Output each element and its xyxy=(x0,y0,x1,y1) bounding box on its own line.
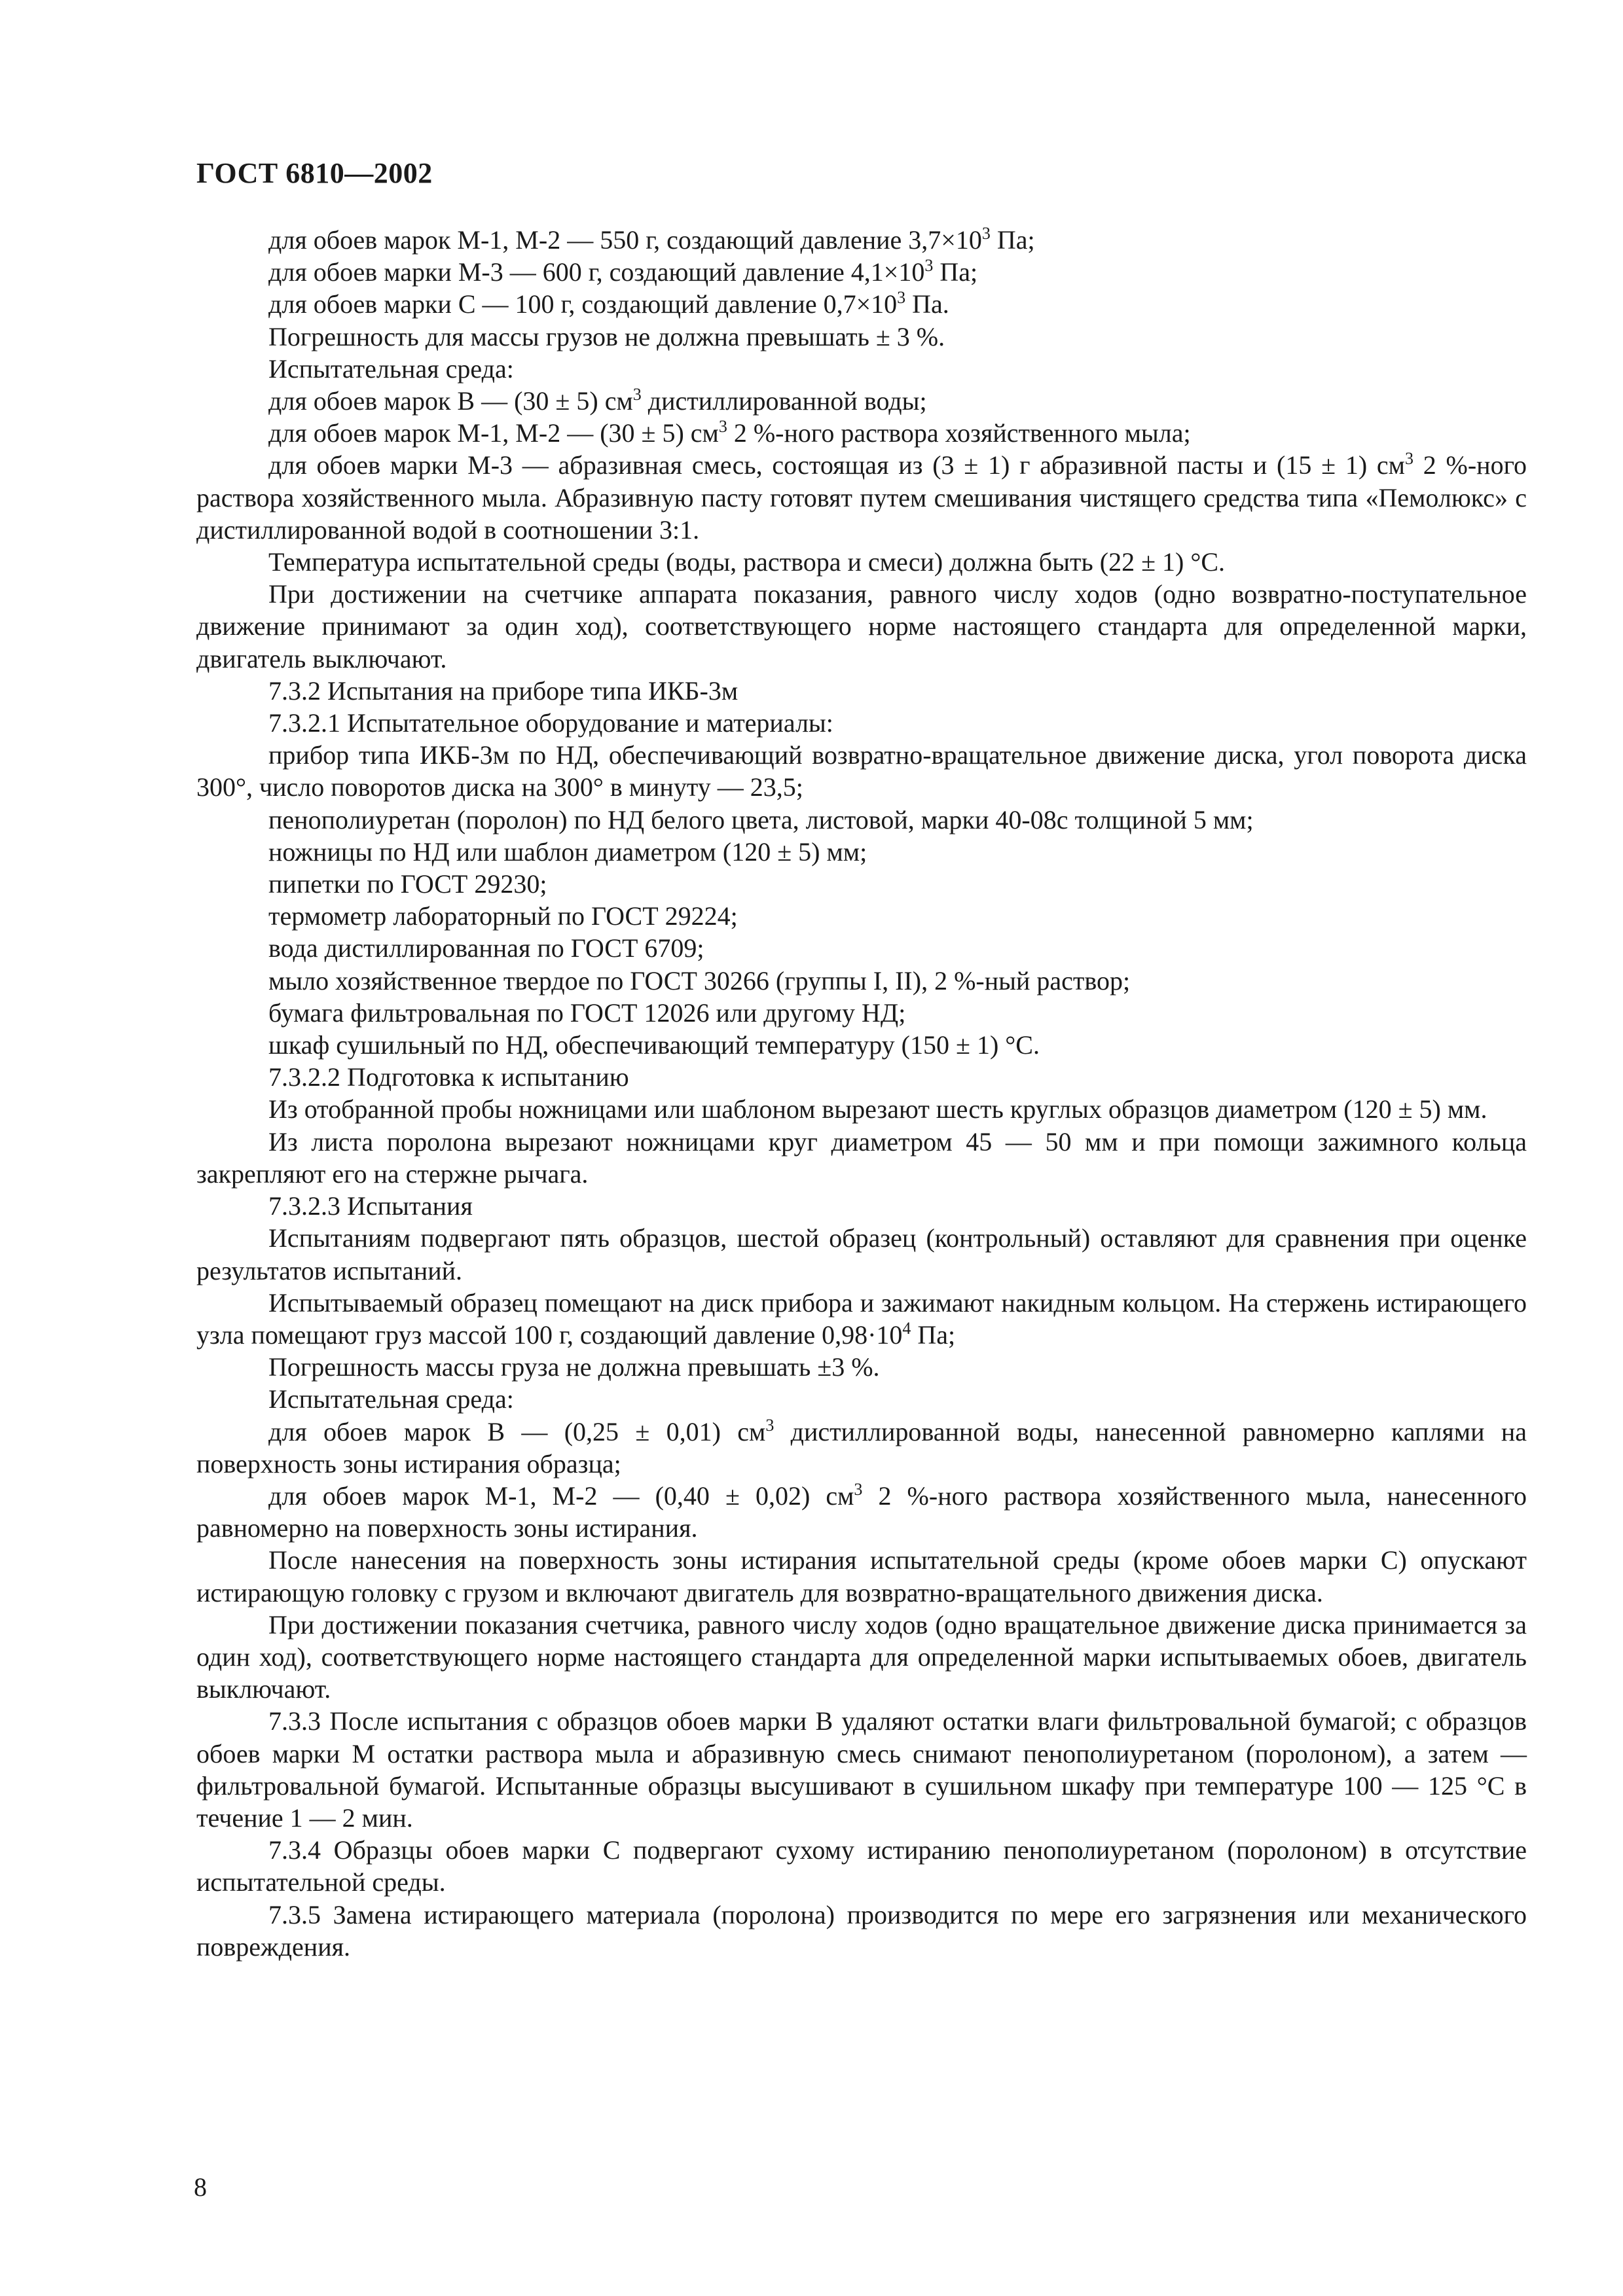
paragraph-load-m1-m2: для обоев марок М-1, М-2 — 550 г, создающий давление $3,7\times 10^3$ Па; xyxy=(268,224,1035,255)
section-7-3-2-heading: 7.3.2 Испытания на приборе типа ИКБ-3м xyxy=(268,675,739,706)
paragraph-sample-mounting: Испытываемый образец помещают на диск прибора и зажимают накидным кольцом. На стержень истирающего узла помещают груз массой 100 г, создающий давление $0,98\cdot 10^4$ Па; xyxy=(196,1287,1527,1350)
paragraph-sample-cutting: Из отобранной пробы ножницами или шаблоном вырезают шесть круглых образцов диаметром (120 ± 5) мм. xyxy=(268,1094,1487,1124)
paragraph-test-medium-heading-2: Испытательная среда: xyxy=(268,1384,514,1414)
equipment-item-oven: шкаф сушильный по НД, обеспечивающий температуру (150 ± 1) °С. xyxy=(268,1030,1040,1060)
equipment-item-device: прибор типа ИКБ-3м по НД, обеспечивающий возвратно-вращательное движение диска, угол поворота диска 300°, число поворотов диска на 300° в минуту — 23,5; xyxy=(196,740,1527,802)
section-7-3-3: 7.3.3 После испытания с образцов обоев марки В удаляют остатки влаги фильтровальной бумагой; с образцов обоев марки М остатки раствора мыла и абразивную смесь снимают пенополиуретаном (поролоном), а затем — фильтровальной бумагой. Испытанные образцы высушивают в сушильном шкафу при температуре 100 — 125 °С в течение 1 — 2 мин. xyxy=(196,1706,1527,1833)
paragraph-load-tolerance: Погрешность для массы грузов не должна превышать ± 3 %. xyxy=(268,321,945,351)
document-header: ГОСТ 6810—2002 xyxy=(196,157,433,189)
equipment-item-soap: мыло хозяйственное твердое по ГОСТ 30266 (группы I, II), 2 %-ный раствор; xyxy=(268,965,1131,996)
paragraph-load-m3: для обоев марки М-3 — 600 г, создающий давление $4,1\times 10^3$ Па; xyxy=(268,256,978,287)
equipment-item-water: вода дистиллированная по ГОСТ 6709; xyxy=(268,933,704,963)
document-page xyxy=(196,156,1527,1963)
section-7-3-2-1-heading: 7.3.2.1 Испытательное оборудование и материалы: xyxy=(268,708,833,738)
section-7-3-2-3-heading: 7.3.2.3 Испытания xyxy=(268,1191,473,1221)
section-7-3-2-2-heading: 7.3.2.2 Подготовка к испытанию xyxy=(268,1062,629,1092)
equipment-item-foam: пенополиуретан (поролон) по НД белого цвета, листовой, марки 40-08с толщиной 5 мм; xyxy=(268,804,1254,834)
page-number: 8 xyxy=(194,2172,207,2202)
paragraph-medium-b-2: для обоев марок В — (0,25 ± 0,01) $см^3$ дистиллированной воды, нанесенной равномерно каплями на поверхность зоны истирания образца; xyxy=(196,1415,1527,1479)
paragraph-lower-head: После нанесения на поверхность зоны истирания испытательной среды (кроме обоев марки С) опускают истирающую головку с грузом и включают двигатель для возвратно-вращательного движения диска. xyxy=(196,1545,1527,1607)
section-7-3-5: 7.3.5 Замена истирающего материала (поролона) производится по мере его загрязнения или механического повреждения. xyxy=(196,1899,1527,1962)
paragraph-load-tolerance-2: Погрешность массы груза не должна превышать ±3 %. xyxy=(268,1352,880,1382)
equipment-item-scissors: ножницы по НД или шаблон диаметром (120 ± 5) мм; xyxy=(268,836,867,867)
equipment-item-thermometer: термометр лабораторный по ГОСТ 29224; xyxy=(268,901,738,931)
paragraph-test-medium-heading: Испытательная среда: xyxy=(268,353,514,384)
paragraph-medium-b: для обоев марок В — (30 ± 5) $см^3$ дистиллированной воды; xyxy=(268,385,927,416)
paragraph-counter-stop: При достижении на счетчике аппарата показания, равного числу ходов (одно возвратно-поступательное движение принимают за один ход), соответствующего норме настоящего стандарта для определенной марки, двигатель выключают. xyxy=(196,579,1527,673)
equipment-item-pipettes: пипетки по ГОСТ 29230; xyxy=(268,869,547,899)
paragraph-five-samples: Испытаниям подвергают пять образцов, шестой образец (контрольный) оставляют для сравнения при оценке результатов испытаний. xyxy=(196,1223,1527,1285)
paragraph-counter-stop-2: При достижении показания счетчика, равного числу ходов (одно вращательное движение диска принимается за один ход), соответствующего норме настоящего стандарта для определенной марки испытываемых обоев, двигатель выключают. xyxy=(196,1609,1527,1704)
section-7-3-4: 7.3.4 Образцы обоев марки С подвергают сухому истиранию пенополиуретаном (поролоном) в отсутствие испытательной среды. xyxy=(196,1835,1527,1897)
paragraph-medium-temperature: Температура испытательной среды (воды, раствора и смеси) должна быть (22 ± 1) °С. xyxy=(268,547,1226,577)
paragraph-medium-m1-m2-2: для обоев марок М-1, М-2 — (0,40 ± 0,02) $см^3$ 2 %-ного раствора хозяйственного мыла, нанесенного равномерно на поверхность зоны истирания. xyxy=(196,1479,1527,1543)
equipment-item-filter-paper: бумага фильтровальная по ГОСТ 12026 или другому НД; xyxy=(268,997,906,1028)
paragraph-foam-cutting: Из листа поролона вырезают ножницами круг диаметром 45 — 50 мм и при помощи зажимного кольца закрепляют его на стержне рычага. xyxy=(196,1126,1527,1189)
paragraph-load-c: для обоев марки С — 100 г, создающий давление $0,7\times 10^3$ Па. xyxy=(268,288,949,319)
paragraph-medium-m3: для обоев марки М-3 — абразивная смесь, состоящая из (3 ± 1) г абразивной пасты и (15 ± 1) $см^3$ 2 %-ного раствора хозяйственного мыла. Абразивную пасту готовят путем смешивания чистящего средства типа «Пемолюкс» с дистиллированной водой в соотношении 3:1. xyxy=(196,449,1527,545)
paragraph-medium-m1-m2: для обоев марок М-1, М-2 — (30 ± 5) $см^3$ 2 %-ного раствора хозяйственного мыла; xyxy=(268,417,1191,448)
